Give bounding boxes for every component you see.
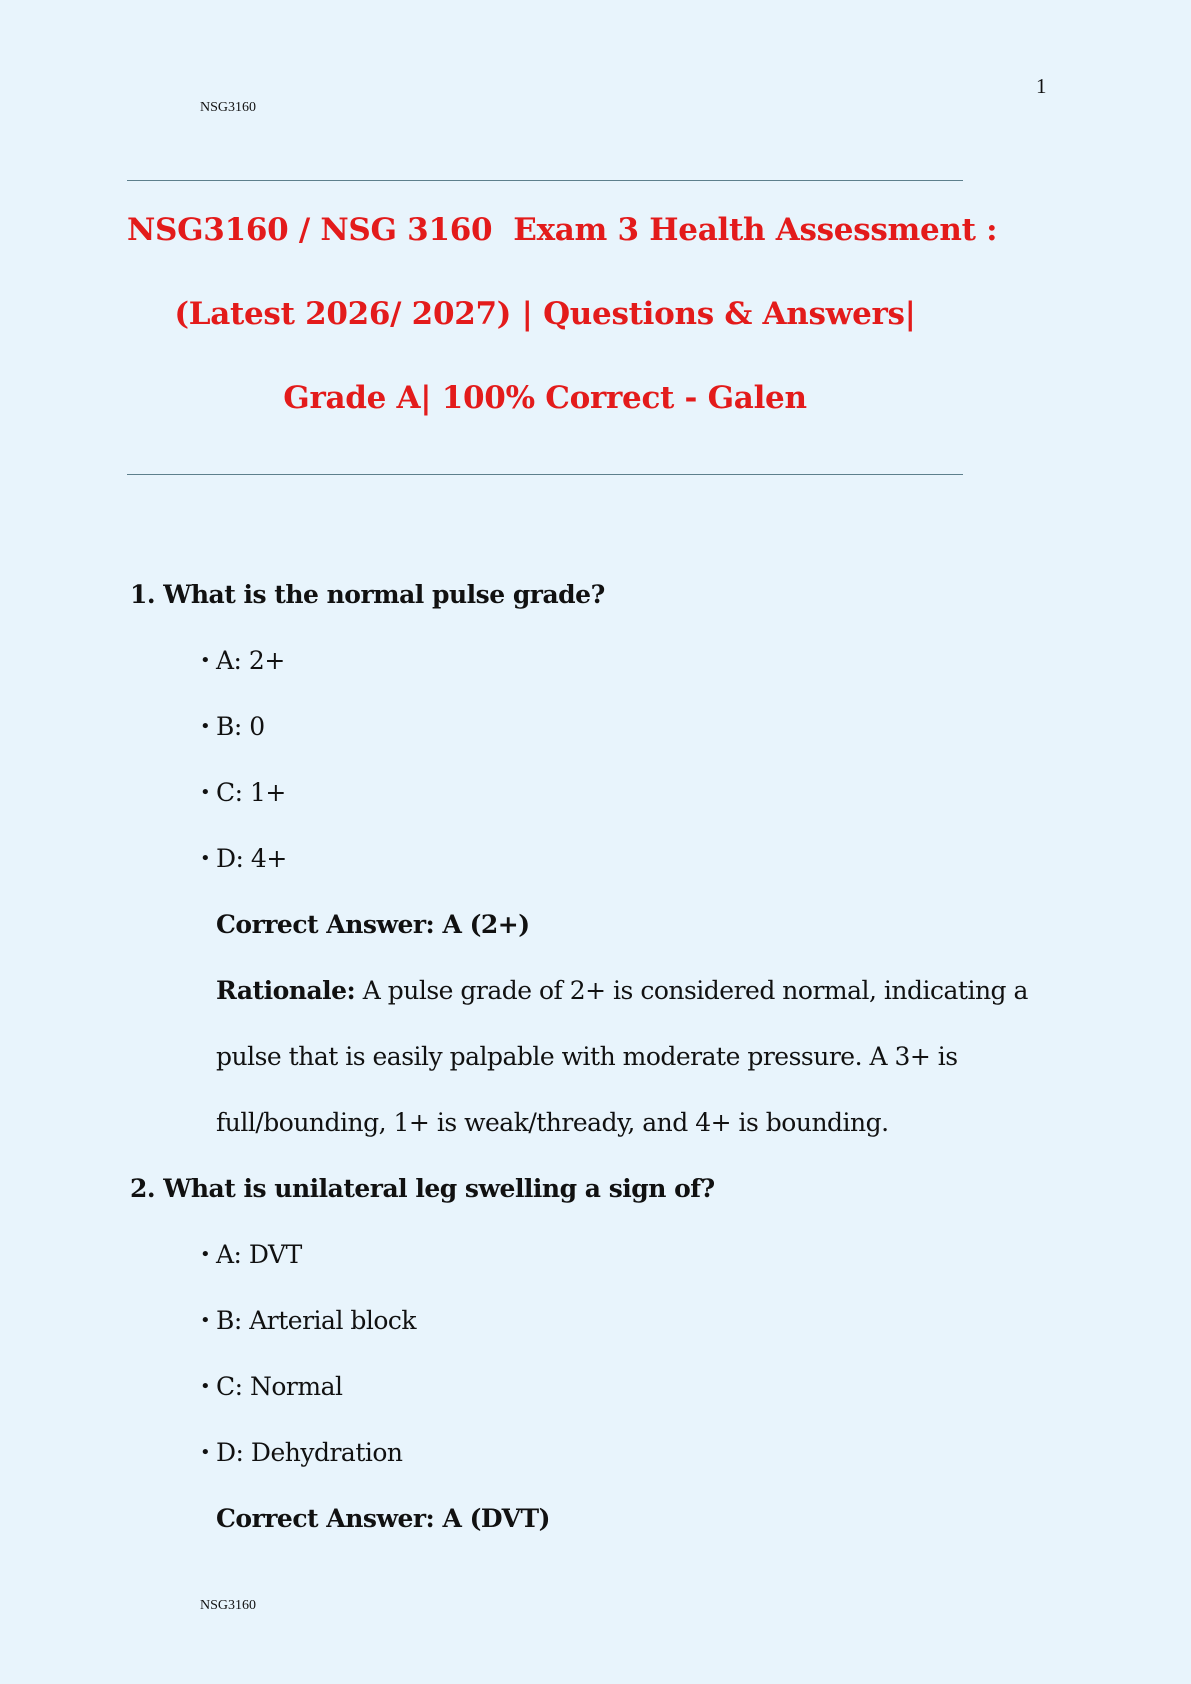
- running-header: NSG3160: [200, 100, 257, 115]
- question-text: 2. What is unilateral leg swelling a sign of?: [130, 1174, 715, 1203]
- title-line-2: (Latest 2026/ 2027) | Questions & Answers|: [174, 296, 916, 332]
- option-item: [130, 826, 1030, 892]
- rationale-line: full/bounding, 1+ is weak/thready, and 4+ is bounding.: [216, 1108, 889, 1137]
- correct-answer: Correct Answer: A (DVT): [216, 1504, 550, 1533]
- option-item: [130, 694, 1030, 760]
- bullet-icon: •: [200, 848, 211, 869]
- rationale: [130, 958, 1036, 1156]
- option-item: [130, 1354, 1030, 1420]
- rationale-text: A pulse grade of 2+ is considered normal, indicating a: [355, 976, 1028, 1005]
- title-line-1: NSG3160 / NSG 3160 Exam 3 Health Assessment :: [127, 212, 998, 248]
- bullet-icon: •: [200, 1244, 211, 1265]
- question-block: [130, 562, 1030, 1156]
- option-text: B: Arterial block: [216, 1306, 417, 1335]
- correct-answer: Correct Answer: A (2+): [216, 910, 530, 939]
- option-text: C: Normal: [216, 1372, 343, 1401]
- option-text: A: DVT: [216, 1240, 302, 1269]
- bullet-icon: •: [200, 716, 211, 737]
- bullet-icon: •: [200, 782, 211, 803]
- option-text: D: 4+: [216, 844, 287, 873]
- page-number: 1: [1036, 74, 1047, 98]
- bullet-icon: •: [200, 1310, 211, 1331]
- bullet-icon: •: [200, 1442, 211, 1463]
- title-bottom-rule: [127, 474, 963, 475]
- rationale-label: Rationale:: [216, 976, 356, 1005]
- options-list: [130, 628, 1030, 892]
- option-text: D: Dehydration: [216, 1438, 403, 1467]
- option-text: B: 0: [216, 712, 265, 741]
- option-text: A: 2+: [216, 646, 285, 675]
- questions-section: [130, 562, 1030, 1552]
- option-item: [130, 1222, 1030, 1288]
- rationale-line: [216, 958, 1036, 1024]
- bullet-icon: •: [200, 1376, 211, 1397]
- option-item: [130, 760, 1030, 826]
- option-item: [130, 1420, 1030, 1486]
- title-top-rule: [127, 180, 963, 181]
- question-block: [130, 1156, 1030, 1552]
- option-item: [130, 628, 1030, 694]
- bullet-icon: •: [200, 650, 211, 671]
- options-list: [130, 1222, 1030, 1486]
- document-title: [127, 188, 998, 440]
- option-text: C: 1+: [216, 778, 286, 807]
- title-line-3: Grade A| 100% Correct - Galen: [283, 380, 807, 416]
- rationale-line: pulse that is easily palpable with moderate pressure. A 3+ is: [216, 1042, 958, 1071]
- option-item: [130, 1288, 1030, 1354]
- question-text: 1. What is the normal pulse grade?: [130, 580, 605, 609]
- running-footer: NSG3160: [200, 1598, 257, 1613]
